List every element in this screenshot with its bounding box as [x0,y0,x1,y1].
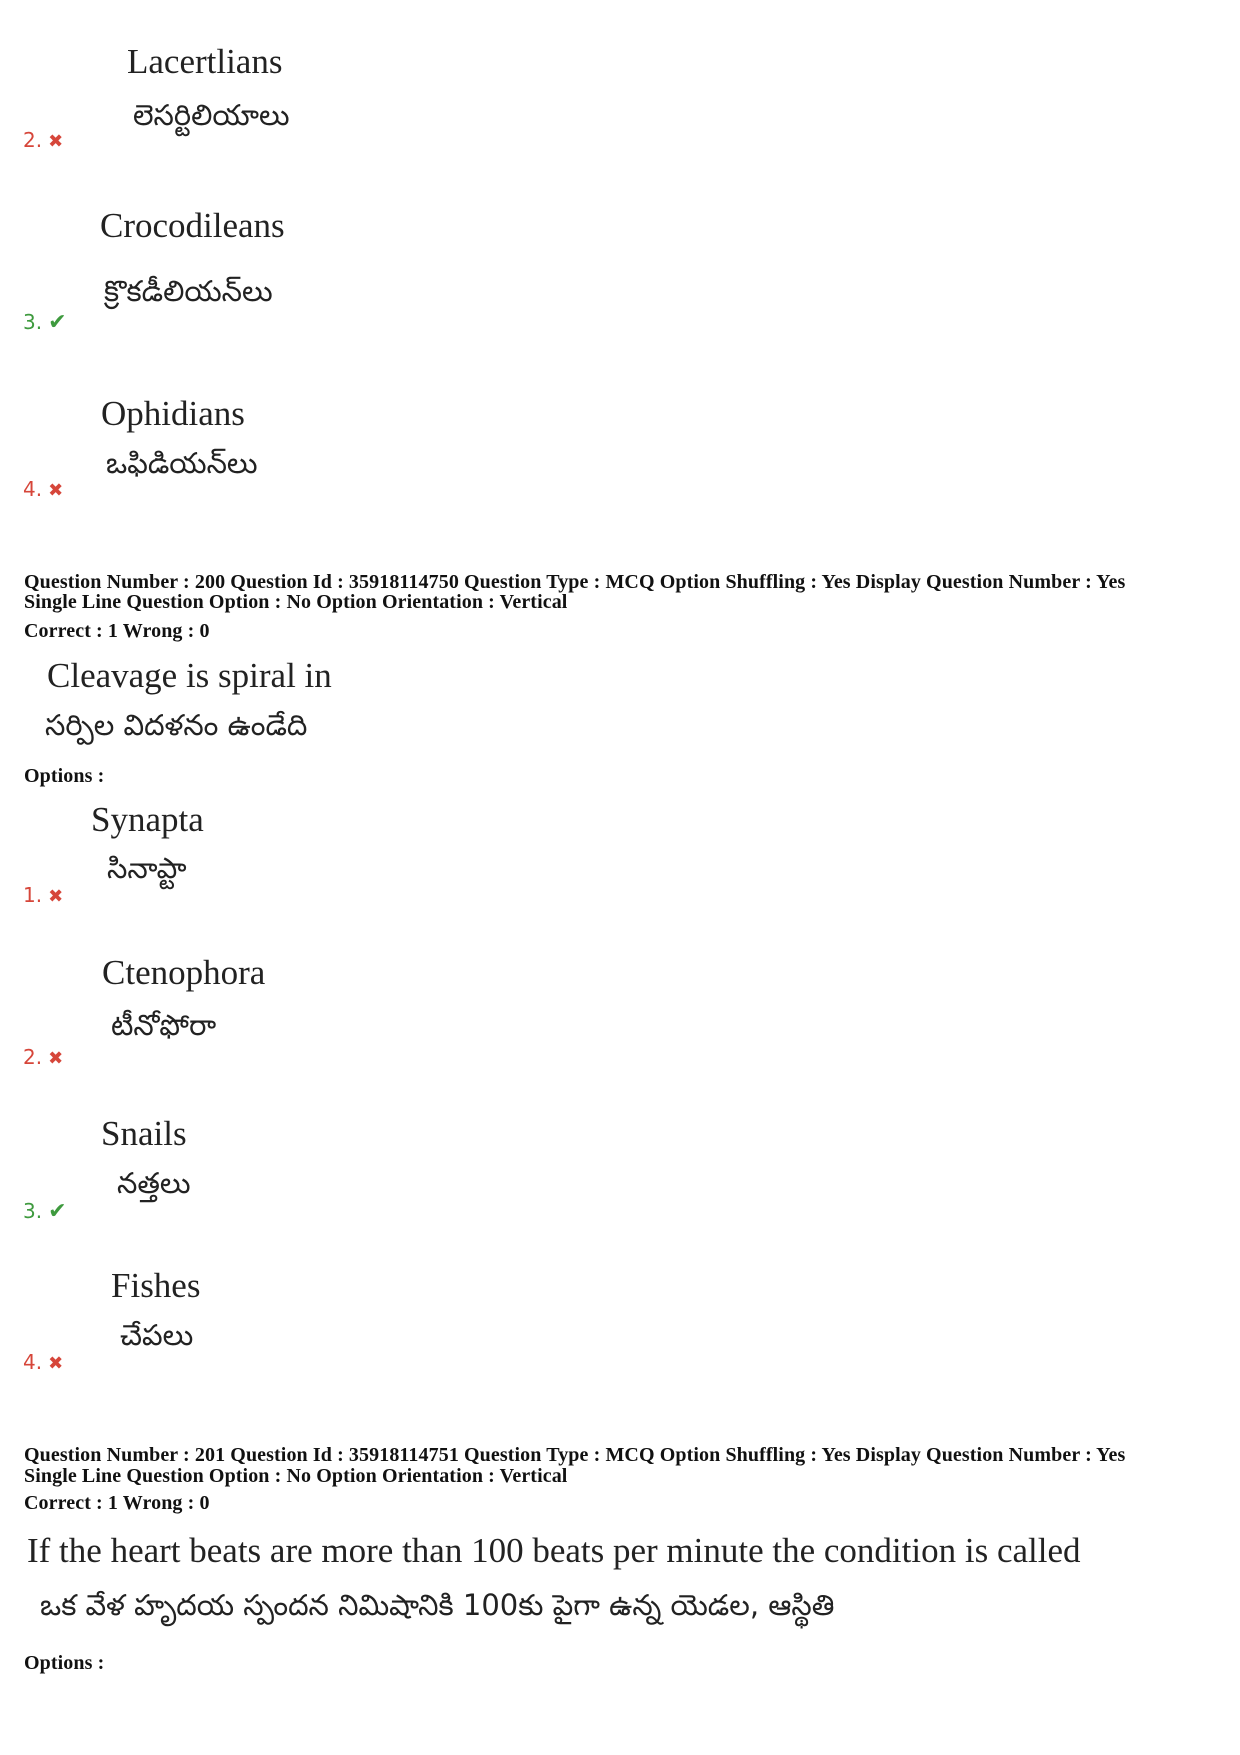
option-number-row [23,128,63,152]
option-number: 4. [23,1350,43,1374]
option-telugu-text: చేపలు [120,1318,194,1352]
options-label: Options : [24,765,105,787]
option-number: 3. [23,1199,43,1223]
option-telugu-text: క్రొకడీలియన్‌లు [104,274,273,308]
option-telugu-text: లెసర్టిలియాలు [133,98,290,132]
wrong-mark-icon: ✖ [48,480,64,501]
question-meta-line: Single Line Question Option : No Option Orientation : Vertical [24,1465,568,1487]
score-line: Correct : 1 Wrong : 0 [24,620,210,642]
question-telugu-text: సర్పిల విదళనం ఉండేది [45,708,308,742]
check-mark-icon: ✔ [48,310,67,335]
wrong-mark-icon: ✖ [48,1048,64,1069]
wrong-mark-icon: ✖ [48,1353,64,1374]
question-meta-line: Single Line Question Option : No Option Orientation : Vertical [24,591,568,613]
option-number: 2. [23,128,43,152]
option-telugu-text: నత్తలు [117,1166,191,1200]
option-number-row [23,1350,63,1374]
option-english-text: Snails [101,1114,187,1153]
option-number: 3. [23,310,43,334]
score-line: Correct : 1 Wrong : 0 [24,1492,210,1514]
option-english-text: Synapta [91,800,204,839]
option-english-text: Lacertlians [127,42,283,81]
option-number: 4. [23,477,43,501]
question-english-text: If the heart beats are more than 100 beats per minute the condition is called [27,1531,1081,1570]
option-telugu-text: సినాప్టా [107,851,187,885]
option-number-row [23,883,63,907]
question-meta-line: Question Number : 200 Question Id : 35918114750 Question Type : MCQ Option Shuffling : Yes Display Question Number : Yes [24,571,1126,593]
options-label: Options : [24,1652,105,1674]
option-number-row [23,477,63,501]
option-english-text: Crocodileans [100,206,285,245]
wrong-mark-icon: ✖ [48,131,64,152]
option-english-text: Fishes [111,1266,201,1305]
option-number-row [23,1199,67,1224]
option-telugu-text: ఒఫిడియన్‌లు [106,446,258,480]
wrong-mark-icon: ✖ [48,886,64,907]
option-number-row [23,1045,63,1069]
option-number-row [23,310,67,335]
question-telugu-text: ఒక వేళ హృదయ స్పందన నిమిషానికి 100కు పైగా ఉన్న యెడల, ఆస్థితి [40,1588,835,1622]
check-mark-icon: ✔ [48,1199,67,1224]
option-telugu-text: టీనోఫోరా [111,1008,217,1042]
option-number: 2. [23,1045,43,1069]
option-number: 1. [23,883,43,907]
option-english-text: Ctenophora [102,953,266,992]
option-english-text: Ophidians [101,394,245,433]
question-meta-line: Question Number : 201 Question Id : 35918114751 Question Type : MCQ Option Shuffling : Yes Display Question Number : Yes [24,1444,1126,1466]
question-english-text: Cleavage is spiral in [47,656,332,695]
